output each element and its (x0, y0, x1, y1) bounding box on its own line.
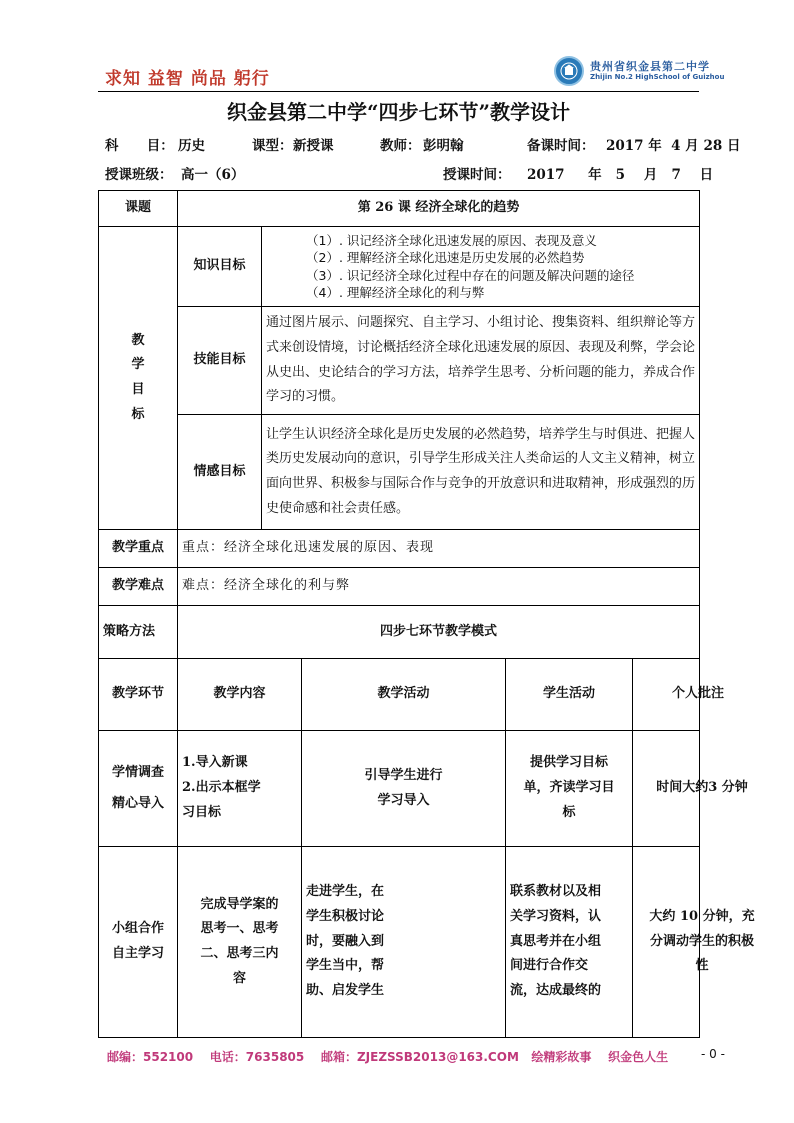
lesson-plan-table (98, 190, 755, 1038)
school-name-en: Zhijin No.2 HighSchool of Guizhou (590, 73, 725, 81)
cell-line: 分调动学生的积极 (649, 933, 754, 949)
knowledge-item: （4）. 理解经济全球化的利与弊 (306, 285, 485, 300)
teacher-value: 彭明翰 (423, 138, 464, 154)
emotion-goal-text: 让学生认识经济全球化是历史发展的必然趋势，培养学生与时俱进、把握人类历史发展动向的意识，引导学生形成关注人类命运的人文主义精神，树立面向世界、积极参与国际合作与竞争的开放意识和进取精神，形成强烈的历史使命感和社会责任感。 (262, 415, 700, 530)
page-number: - 0 - (701, 1047, 725, 1061)
cell-line: 2.出示本框学 (182, 780, 261, 796)
skill-goal-text: 通过图片展示、问题探究、自主学习、小组讨论、搜集资料、组织辩论等方式来创设情境，讨论概括经济全球化迅速发展的原因、表现及利弊，学会论从史出、史论结合的学习方法，培养学生思考、分析问题的能力，养成合作学习的习惯。 (262, 307, 700, 415)
class-value: 高一（6） (181, 167, 245, 183)
cell-line: 思考一、思考 (200, 921, 279, 937)
subject-value: 历史 (178, 138, 205, 154)
goals-char-1: 教 (131, 332, 145, 348)
cell-line: 间进行合作交 (510, 958, 589, 974)
cell-line: 大约 10 分钟，充 (649, 908, 755, 924)
cell-line: 学生积极讨论 (306, 908, 385, 924)
cell-line: 走进学生，在 (306, 884, 385, 900)
content-cell (178, 847, 302, 1038)
cell-line: 提供学习目标 (529, 755, 608, 771)
difficulty-text: 难点：经济全球化的利与弊 (178, 568, 700, 606)
cell-line: 真思考并在小组 (510, 933, 602, 949)
column-header (633, 659, 724, 731)
knowledge-item: （3）. 识记经济全球化过程中存在的问题及解决问题的途径 (306, 267, 635, 283)
knowledge-item: （1）. 识记经济全球化迅速发展的原因、表现及意义 (306, 232, 597, 248)
cell-line: 学情调查 (111, 764, 164, 780)
prep-time-label: 备课时间： (527, 138, 595, 154)
cell-line: 小组合作 (111, 921, 164, 937)
cell-line: 助、启发学生 (306, 983, 385, 999)
note-cell (633, 731, 748, 847)
emotion-goal-row (99, 415, 700, 530)
student-activity-cell (506, 847, 633, 1038)
content-cell (178, 731, 302, 847)
school-name-cn: 贵州省织金县第二中学 (590, 60, 710, 73)
school-motto: 求知 益智 尚品 躬行 (105, 69, 270, 89)
activity-cell (302, 731, 506, 847)
topic-value: 第 26 课 经济全球化的趋势 (178, 191, 700, 227)
key-point-label: 教学重点 (99, 530, 178, 568)
cell-line: 习目标 (182, 804, 222, 820)
cell-line: 容 (232, 970, 246, 986)
cell-line: 学习导入 (377, 792, 430, 808)
cell-line: 关学习资料，认 (510, 908, 602, 924)
note-cell (633, 847, 755, 1038)
stage-cell (99, 847, 178, 1038)
cell-line: 学生当中，帮 (306, 958, 385, 974)
table-row (99, 847, 700, 1038)
cell-line: 流，达成最终的 (510, 983, 602, 999)
knowledge-item: （2）. 理解经济全球化迅速是历史发展的必然趋势 (306, 250, 585, 265)
difficulty-label: 教学难点 (99, 568, 178, 606)
strategy-text: 四步七环节教学模式 (178, 606, 700, 659)
strategy-row (99, 606, 700, 659)
footer-contact: 邮编：552100 电话：7635805 邮箱：ZJEZSSB2013@163.COM 绘精彩故事 织金色人生 (107, 1050, 669, 1064)
header-divider (98, 91, 699, 92)
strategy-label: 策略方法 (99, 606, 178, 659)
cell-line: 性 (695, 958, 709, 974)
note-header-text: 个人批注 (671, 686, 724, 702)
lesson-type-value: 新授课 (293, 138, 334, 154)
cell-line: 精心导入 (111, 795, 164, 811)
student-activity-cell (506, 731, 633, 847)
topic-row (99, 191, 700, 227)
cell-line: 时，要融入到 (306, 933, 385, 949)
column-header: 教学环节 (99, 659, 178, 731)
cell-line: 完成导学案的 (200, 896, 279, 912)
teach-time-label: 授课时间： (443, 167, 511, 183)
difficulty-row (99, 568, 700, 606)
cell-line: 单，齐读学习目 (523, 780, 615, 796)
subject-label: 科 目： (105, 138, 174, 154)
school-logo-icon (554, 56, 584, 86)
key-point-row (99, 530, 700, 568)
table-row (99, 731, 700, 847)
knowledge-goal-row (99, 227, 700, 307)
teaching-goals-label (99, 227, 178, 530)
cell-line: 二、思考三内 (200, 946, 279, 961)
stage-cell (99, 731, 178, 847)
knowledge-goal-label: 知识目标 (178, 227, 262, 307)
cell-line: 标 (562, 804, 576, 820)
goals-char-2: 学 (131, 357, 145, 373)
goals-char-4: 标 (131, 406, 145, 422)
knowledge-goal-items (262, 227, 700, 307)
column-header: 教学活动 (302, 659, 506, 731)
emotion-goal-label: 情感目标 (178, 415, 262, 530)
cell-line: 联系教材以及相 (510, 884, 602, 900)
cell-line: 自主学习 (111, 946, 164, 961)
cell-line: 引导学生进行 (364, 767, 443, 783)
teacher-label: 教师： (380, 138, 421, 154)
column-header: 学生活动 (506, 659, 633, 731)
column-header-row (99, 659, 700, 731)
teach-time-value: 2017 年 5 月 7 日 (527, 167, 714, 183)
goals-char-3: 目 (131, 382, 145, 397)
skill-goal-row (99, 307, 700, 415)
prep-time-value: 2017 年 4 月 28 日 (606, 138, 741, 154)
cell-line: 时间大约3 分钟 (656, 780, 748, 796)
lesson-type-label: 课型： (252, 138, 293, 154)
skill-goal-label: 技能目标 (178, 307, 262, 415)
activity-cell (302, 847, 506, 1038)
column-header: 教学内容 (178, 659, 302, 731)
cell-line: 1.导入新课 (182, 755, 248, 771)
class-label: 授课班级： (105, 167, 173, 183)
topic-label: 课题 (99, 191, 178, 227)
key-point-text: 重点：经济全球化迅速发展的原因、表现 (178, 530, 700, 568)
page-title: 织金县第二中学“四步七环节”教学设计 (226, 100, 570, 124)
